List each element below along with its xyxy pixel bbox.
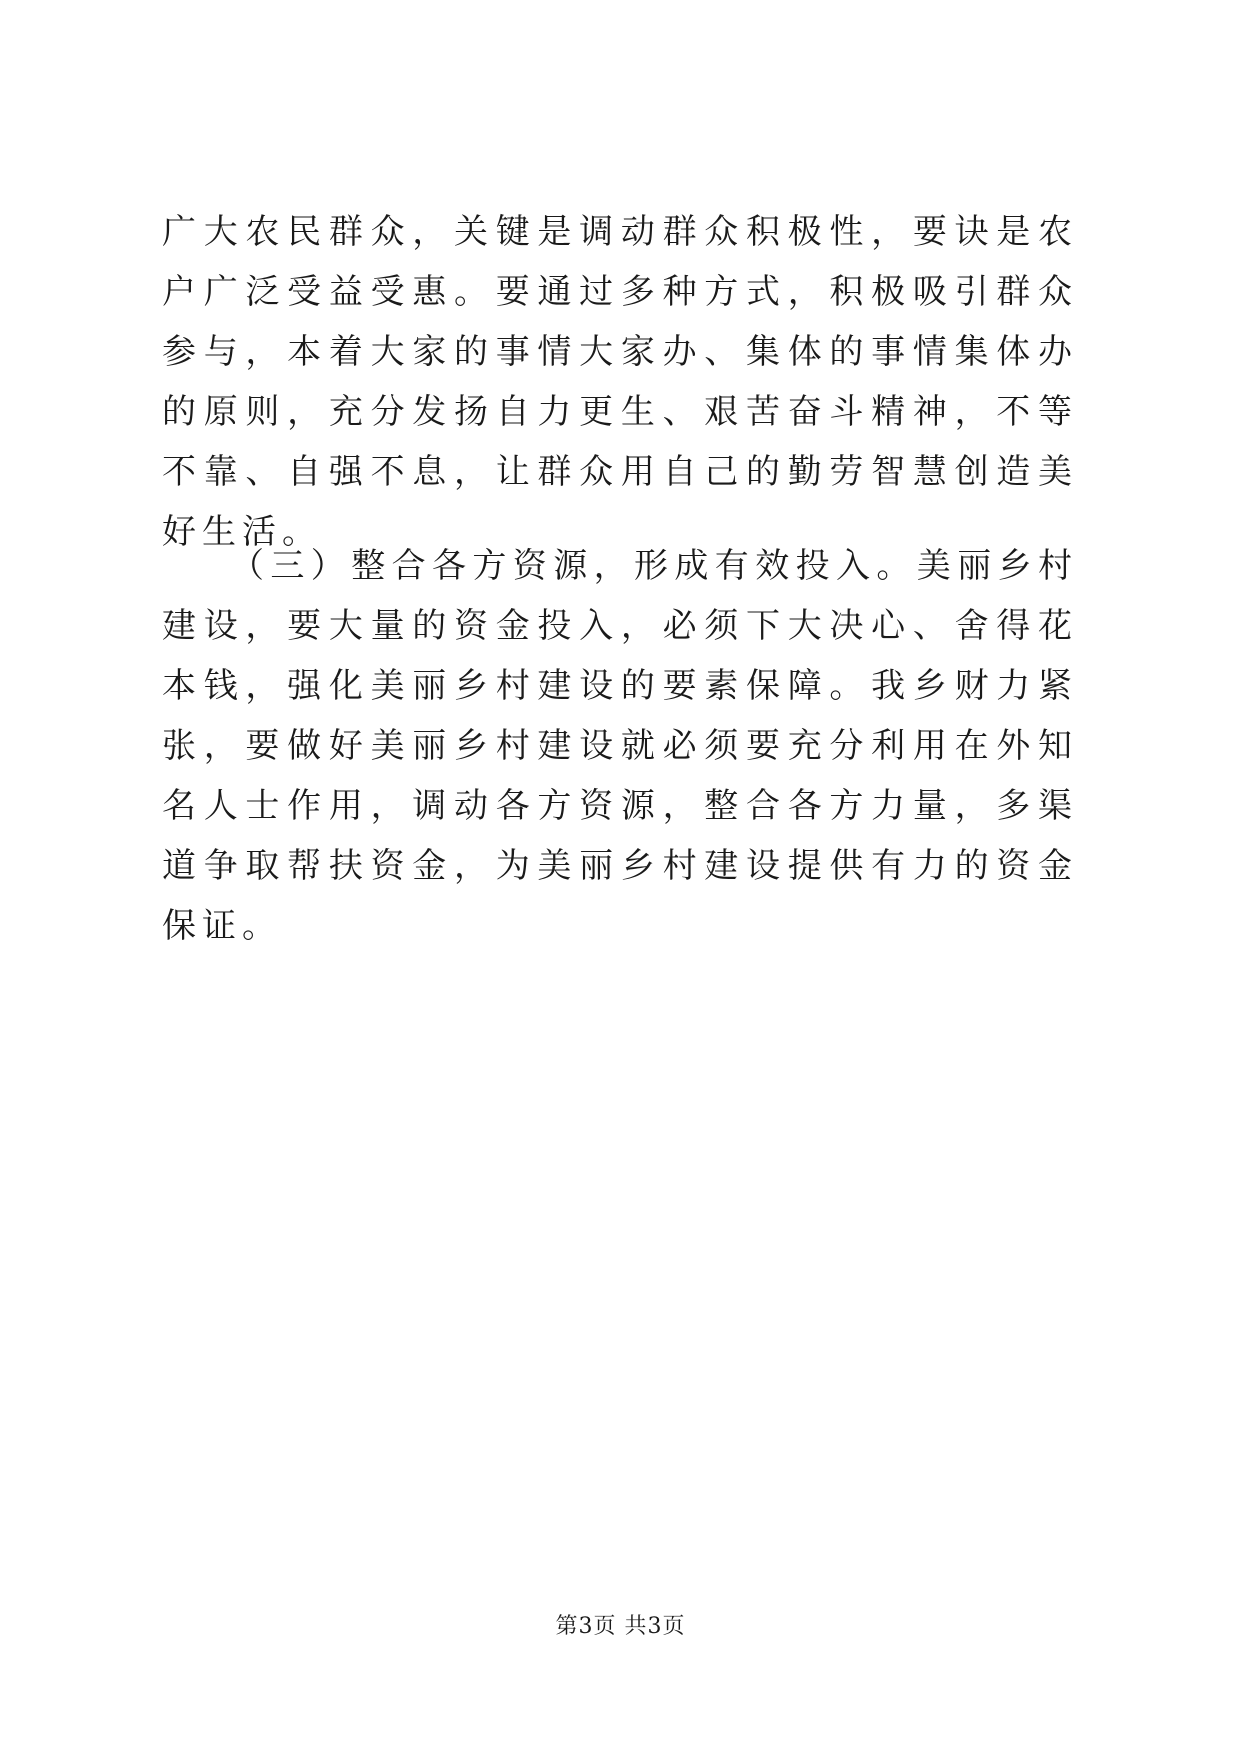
- page-number-footer: 第3页 共3页: [555, 1614, 686, 1639]
- body-paragraph: 广大农民群众，关键是调动群众积极性，要诀是农户广泛受益受惠。要通过多种方式，积极吸引群众参与，本着大家的事情大家办、集体的事情集体办的原则，充分发扬自力更生、艰苦奋斗精神，不等不靠、自强不息，让群众用自己的勤劳智慧创造美好生活。: [162, 212, 1078, 552]
- body-paragraph: （三）整合各方资源，形成有效投入。美丽乡村建设，要大量的资金投入，必须下大决心、舍得花本钱，强化美丽乡村建设的要素保障。我乡财力紧张，要做好美丽乡村建设就必须要充分利用在外知名人士作用，调动各方资源，整合各方力量，多渠道争取帮扶资金，为美丽乡村建设提供有力的资金保证。: [162, 546, 1078, 946]
